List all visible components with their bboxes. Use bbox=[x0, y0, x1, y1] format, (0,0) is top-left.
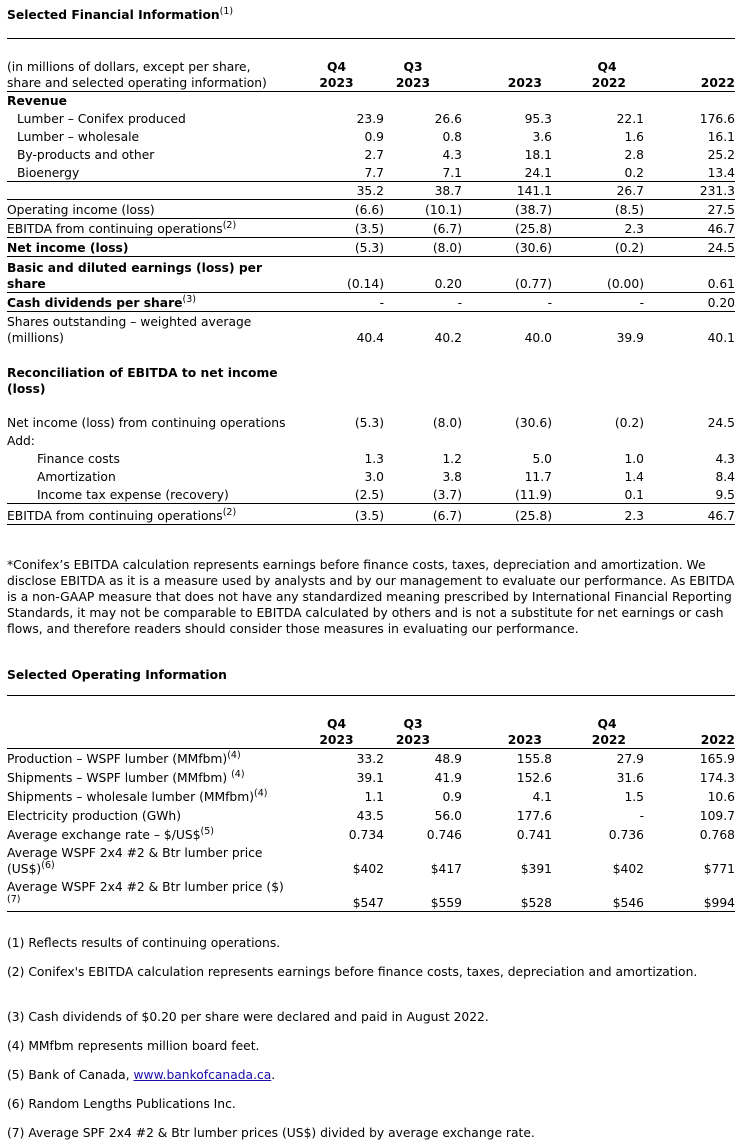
table-row bbox=[7, 199, 735, 218]
column-header: Q4 2023 bbox=[309, 714, 384, 748]
row-label: Basic and diluted earnings (loss) per share bbox=[7, 256, 309, 292]
cell-value: 2.3 bbox=[552, 503, 644, 524]
table-row bbox=[7, 805, 735, 824]
cell-value: 26.7 bbox=[552, 181, 644, 199]
table-row bbox=[7, 467, 735, 485]
cell-value: $547 bbox=[309, 877, 384, 911]
cell-value: 46.7 bbox=[644, 218, 735, 237]
cell-value: 0.20 bbox=[384, 256, 462, 292]
column-header: Q4 2022 bbox=[552, 714, 644, 748]
cell-value: (8.0) bbox=[432, 416, 462, 430]
cell-value: 24.1 bbox=[462, 163, 552, 181]
cell-value: 39.9 bbox=[616, 331, 644, 345]
cell-value: 40.4 bbox=[356, 331, 384, 345]
operating-section-title: Selected Operating Information bbox=[7, 668, 227, 682]
row-label: Operating income (loss) bbox=[7, 199, 309, 218]
cell-value: 4.3 bbox=[715, 452, 735, 466]
column-header: 2023 bbox=[462, 57, 552, 91]
cell-value: 48.9 bbox=[434, 752, 462, 766]
footnote-ref: (2) bbox=[222, 219, 237, 231]
cell-value: 0.20 bbox=[644, 292, 735, 311]
cell-value: 24.5 bbox=[644, 237, 735, 256]
row-label: Income tax expense (recovery) bbox=[7, 485, 309, 503]
cell-value: 3.0 bbox=[364, 470, 384, 484]
cell-value: $417 bbox=[430, 862, 462, 876]
cell-value bbox=[462, 346, 552, 364]
table-row bbox=[7, 218, 735, 237]
footnote-ref: (4) bbox=[231, 769, 245, 780]
cell-value bbox=[309, 346, 384, 364]
cell-value: 0.1 bbox=[552, 485, 644, 503]
cell-value bbox=[644, 431, 735, 449]
row-label: Shipments – WSPF lumber (MMfbm) $^{(4)}$ bbox=[7, 769, 245, 785]
cell-value: 9.5 bbox=[644, 485, 735, 503]
cell-value: 231.3 bbox=[644, 181, 735, 199]
row-label: Bioenergy bbox=[7, 163, 309, 181]
cell-value: 11.7 bbox=[524, 470, 552, 484]
cell-value bbox=[384, 364, 462, 397]
cell-value: 43.5 bbox=[356, 809, 384, 823]
cell-value: 31.6 bbox=[616, 771, 644, 785]
cell-value: 152.6 bbox=[516, 771, 552, 785]
row-label: Electricity production (GWh) bbox=[7, 809, 182, 823]
footnote-ref: (2) bbox=[222, 506, 237, 518]
row-label: Cash dividends per share$^{(3)}$ bbox=[7, 292, 309, 311]
table-row bbox=[7, 127, 735, 145]
cell-value: $994 bbox=[644, 877, 735, 911]
row-label: Shares outstanding – weighted average (millions) bbox=[7, 315, 252, 345]
cell-value: (3.5) bbox=[309, 503, 384, 524]
header-description: (in millions of dollars, except per share, share and selected operating information) bbox=[7, 57, 309, 91]
table-row bbox=[7, 163, 735, 181]
footnote-ref: (4) bbox=[254, 788, 268, 799]
cell-value: (5.3) bbox=[354, 416, 384, 430]
cell-value bbox=[552, 91, 644, 109]
table-row bbox=[7, 485, 735, 503]
cell-value bbox=[552, 364, 644, 397]
cell-value bbox=[552, 346, 644, 364]
table-row bbox=[7, 145, 735, 163]
cell-value: 165.9 bbox=[699, 752, 735, 766]
cell-value: 33.2 bbox=[356, 752, 384, 766]
table-row bbox=[7, 786, 735, 805]
cell-value: 2.3 bbox=[552, 218, 644, 237]
cell-value: 24.5 bbox=[707, 416, 735, 430]
cell-value: (3.5) bbox=[309, 218, 384, 237]
footnote-ref: (4) bbox=[227, 750, 241, 761]
footnote-5: (5) Bank of Canada, www.bankofcanada.ca. bbox=[7, 1068, 276, 1082]
cell-value: $391 bbox=[520, 862, 552, 876]
table-row bbox=[7, 748, 735, 767]
cell-value: 1.5 bbox=[624, 790, 644, 804]
column-header: Q3 2023 bbox=[384, 714, 462, 748]
cell-value: - bbox=[552, 292, 644, 311]
footnote-6: (6) Random Lengths Publications Inc. bbox=[7, 1097, 236, 1111]
row-label bbox=[7, 346, 309, 364]
cell-value: (38.7) bbox=[462, 199, 552, 218]
row-label: Add: bbox=[7, 434, 35, 448]
footnote-ref: (7) bbox=[7, 893, 21, 905]
footnote-2: (2) Conifex's EBITDA calculation represents earnings before finance costs, taxes, depreciation and amortization. bbox=[7, 965, 698, 979]
cell-value: 0.768 bbox=[699, 828, 735, 842]
add-label-row bbox=[7, 431, 735, 449]
cell-value: 46.7 bbox=[644, 503, 735, 524]
table-row bbox=[7, 292, 735, 311]
cell-value: 3.6 bbox=[532, 130, 552, 144]
cell-value: - bbox=[309, 292, 384, 311]
cell-value: 0.746 bbox=[426, 828, 462, 842]
cell-value: 26.6 bbox=[434, 112, 462, 126]
row-label: Production – WSPF lumber (MMfbm)$^{(4)}$ bbox=[7, 750, 241, 766]
cell-value bbox=[644, 91, 735, 109]
footnote-7: (7) Average SPF 2x4 #2 & Btr lumber prices (US$) divided by average exchange rate. bbox=[7, 1126, 535, 1140]
footnote-ref: (6) bbox=[41, 860, 55, 871]
cell-value: (6.6) bbox=[309, 199, 384, 218]
spacer-row bbox=[7, 346, 735, 364]
section-label-revenue bbox=[7, 91, 735, 109]
cell-value: 16.1 bbox=[707, 130, 735, 144]
cell-value bbox=[309, 364, 384, 397]
cell-value: (8.0) bbox=[384, 237, 462, 256]
cell-value: 0.9 bbox=[364, 130, 384, 144]
cell-value: 35.2 bbox=[309, 181, 384, 199]
cell-value: 95.3 bbox=[524, 112, 552, 126]
operating-table bbox=[7, 714, 735, 912]
row-label: Average WSPF 2x4 #2 & Btr lumber price (US$)$^{(6)}$ bbox=[7, 846, 263, 876]
cell-value: 4.3 bbox=[442, 148, 462, 162]
cell-value: 38.7 bbox=[384, 181, 462, 199]
bank-of-canada-link[interactable]: www.bankofcanada.ca bbox=[133, 1068, 272, 1082]
column-header: 2022 bbox=[644, 714, 735, 748]
divider bbox=[7, 695, 735, 696]
cell-value bbox=[644, 346, 735, 364]
financial-table bbox=[7, 57, 735, 525]
cell-value: (8.5) bbox=[552, 199, 644, 218]
cell-value bbox=[462, 91, 552, 109]
cell-value: 56.0 bbox=[434, 809, 462, 823]
cell-value: 5.0 bbox=[532, 452, 552, 466]
table-row bbox=[7, 503, 735, 524]
cell-value: 155.8 bbox=[516, 752, 552, 766]
row-label bbox=[7, 181, 309, 199]
cell-value: (11.9) bbox=[462, 485, 552, 503]
cell-value: (6.7) bbox=[384, 503, 462, 524]
cell-value bbox=[309, 91, 384, 109]
ebitda-note: *Conifex’s EBITDA calculation represents earnings before finance costs, taxes, depreciation and amortization. We disclose EBITDA as it is a measure used by analysts and by our management to evaluate our performance. As EBITDA is a non-GAAP measure that does not have any standardized meaning prescribed by International Financial Reporting Standards, it may not be comparable to EBITDA calculated by others and is not a substitute for net earnings or cash flows, and therefore readers should consider those measures in evaluating our performance. bbox=[7, 558, 735, 636]
cell-value: $402 bbox=[612, 862, 644, 876]
cell-value: $559 bbox=[384, 877, 462, 911]
cell-value: 7.1 bbox=[384, 163, 462, 181]
cell-value: 40.2 bbox=[434, 331, 462, 345]
cell-value bbox=[384, 91, 462, 109]
cell-value: 0.61 bbox=[644, 256, 735, 292]
cell-value: 0.8 bbox=[442, 130, 462, 144]
section-label-reconciliation bbox=[7, 364, 735, 397]
cell-value: $546 bbox=[552, 877, 644, 911]
cell-value: $771 bbox=[703, 862, 735, 876]
cell-value: 176.6 bbox=[699, 112, 735, 126]
cell-value: 7.7 bbox=[309, 163, 384, 181]
cell-value: 13.4 bbox=[644, 163, 735, 181]
cell-value: 18.1 bbox=[524, 148, 552, 162]
cell-value: - bbox=[639, 809, 644, 823]
cell-value: (0.2) bbox=[552, 237, 644, 256]
table-row bbox=[7, 311, 735, 346]
cell-value: (25.8) bbox=[462, 503, 552, 524]
cell-value: (0.14) bbox=[309, 256, 384, 292]
cell-value: 141.1 bbox=[462, 181, 552, 199]
cell-value: 1.1 bbox=[364, 790, 384, 804]
cell-value: 0.741 bbox=[516, 828, 552, 842]
table-row bbox=[7, 877, 735, 911]
table-row bbox=[7, 449, 735, 467]
cell-value: (5.3) bbox=[309, 237, 384, 256]
cell-value: 1.0 bbox=[624, 452, 644, 466]
footnote-1: (1) Reflects results of continuing operations. bbox=[7, 936, 281, 950]
cell-value: 41.9 bbox=[434, 771, 462, 785]
revenue-total-row bbox=[7, 181, 735, 199]
cell-value: 27.9 bbox=[616, 752, 644, 766]
cell-value bbox=[384, 431, 462, 449]
column-header: 2023 bbox=[462, 714, 552, 748]
row-label: Average WSPF 2x4 #2 & Btr lumber price ($)$^{(7)}$ bbox=[7, 877, 309, 911]
cell-value bbox=[462, 431, 552, 449]
cell-value: 39.1 bbox=[356, 771, 384, 785]
table-row bbox=[7, 824, 735, 843]
financial-section-title: Selected Financial Information$^{(1)}$ bbox=[7, 6, 234, 22]
cell-value: 10.6 bbox=[707, 790, 735, 804]
row-label: Net income (loss) from continuing operations bbox=[7, 416, 286, 430]
table-row bbox=[7, 256, 735, 292]
cell-value: 0.734 bbox=[348, 828, 384, 842]
table-row bbox=[7, 843, 735, 877]
row-label: Amortization bbox=[37, 470, 116, 484]
cell-value: $402 bbox=[352, 862, 384, 876]
cell-value: (0.00) bbox=[552, 256, 644, 292]
column-header: Q4 2022 bbox=[552, 57, 644, 91]
cell-value: 109.7 bbox=[699, 809, 735, 823]
footnote-4: (4) MMfbm represents million board feet. bbox=[7, 1039, 260, 1053]
cell-value: 25.2 bbox=[707, 148, 735, 162]
row-label: Average exchange rate – $/US\$$^{(5)}$ bbox=[7, 826, 214, 842]
cell-value: (6.7) bbox=[384, 218, 462, 237]
cell-value: 0.9 bbox=[442, 790, 462, 804]
cell-value: (30.6) bbox=[515, 416, 552, 430]
cell-value: (3.7) bbox=[384, 485, 462, 503]
row-label: Shipments – wholesale lumber (MMfbm)$^{(4)}$ bbox=[7, 788, 268, 804]
row-label: By-products and other bbox=[17, 148, 155, 162]
footnote-ref: (3) bbox=[182, 293, 196, 305]
cell-value: 22.1 bbox=[616, 112, 644, 126]
cell-value: $528 bbox=[462, 877, 552, 911]
cell-value: (30.6) bbox=[462, 237, 552, 256]
cell-value: 1.2 bbox=[442, 452, 462, 466]
cell-value: 2.8 bbox=[624, 148, 644, 162]
cell-value: - bbox=[462, 292, 552, 311]
cell-value: 1.3 bbox=[364, 452, 384, 466]
cell-value: - bbox=[384, 292, 462, 311]
row-label: Revenue bbox=[7, 94, 68, 108]
cell-value: 8.4 bbox=[715, 470, 735, 484]
cell-value: 40.1 bbox=[707, 331, 735, 345]
cell-value: 27.5 bbox=[644, 199, 735, 218]
table-row bbox=[7, 109, 735, 127]
table-row bbox=[7, 397, 735, 431]
cell-value bbox=[552, 431, 644, 449]
cell-value bbox=[309, 431, 384, 449]
table-row bbox=[7, 767, 735, 786]
cell-value bbox=[384, 346, 462, 364]
footnote-3: (3) Cash dividends of $0.20 per share were declared and paid in August 2022. bbox=[7, 1010, 489, 1024]
column-header: Q3 2023 bbox=[384, 57, 462, 91]
row-label: Net income (loss) bbox=[7, 237, 309, 256]
footnote-ref: (1) bbox=[219, 6, 234, 17]
cell-value: 177.6 bbox=[516, 809, 552, 823]
column-header: Q4 2023 bbox=[309, 57, 384, 91]
cell-value: 0.736 bbox=[608, 828, 644, 842]
cell-value: 1.4 bbox=[624, 470, 644, 484]
cell-value: (25.8) bbox=[462, 218, 552, 237]
row-label: Lumber – wholesale bbox=[17, 130, 140, 144]
row-label: Reconciliation of EBITDA to net income (loss) bbox=[7, 366, 278, 396]
cell-value bbox=[644, 364, 735, 397]
cell-value: 2.7 bbox=[364, 148, 384, 162]
footnote-ref: (5) bbox=[200, 826, 214, 837]
cell-value bbox=[462, 364, 552, 397]
cell-value: (10.1) bbox=[384, 199, 462, 218]
cell-value: 40.0 bbox=[524, 331, 552, 345]
cell-value: (2.5) bbox=[309, 485, 384, 503]
row-label: EBITDA from continuing operations$^{(2)}$ bbox=[7, 218, 309, 237]
column-header: 2022 bbox=[644, 57, 735, 91]
row-label: Finance costs bbox=[37, 452, 120, 466]
cell-value: 174.3 bbox=[699, 771, 735, 785]
divider bbox=[7, 38, 735, 39]
cell-value: 0.2 bbox=[552, 163, 644, 181]
row-label: Lumber – Conifex produced bbox=[17, 112, 186, 126]
cell-value: (0.2) bbox=[614, 416, 644, 430]
row-label: EBITDA from continuing operations$^{(2)}$ bbox=[7, 503, 309, 524]
cell-value: 3.8 bbox=[442, 470, 462, 484]
cell-value: 4.1 bbox=[532, 790, 552, 804]
cell-value: 23.9 bbox=[356, 112, 384, 126]
cell-value: (0.77) bbox=[462, 256, 552, 292]
table-header-row bbox=[7, 714, 735, 748]
table-row bbox=[7, 237, 735, 256]
table-header-row bbox=[7, 57, 735, 91]
cell-value: 1.6 bbox=[624, 130, 644, 144]
